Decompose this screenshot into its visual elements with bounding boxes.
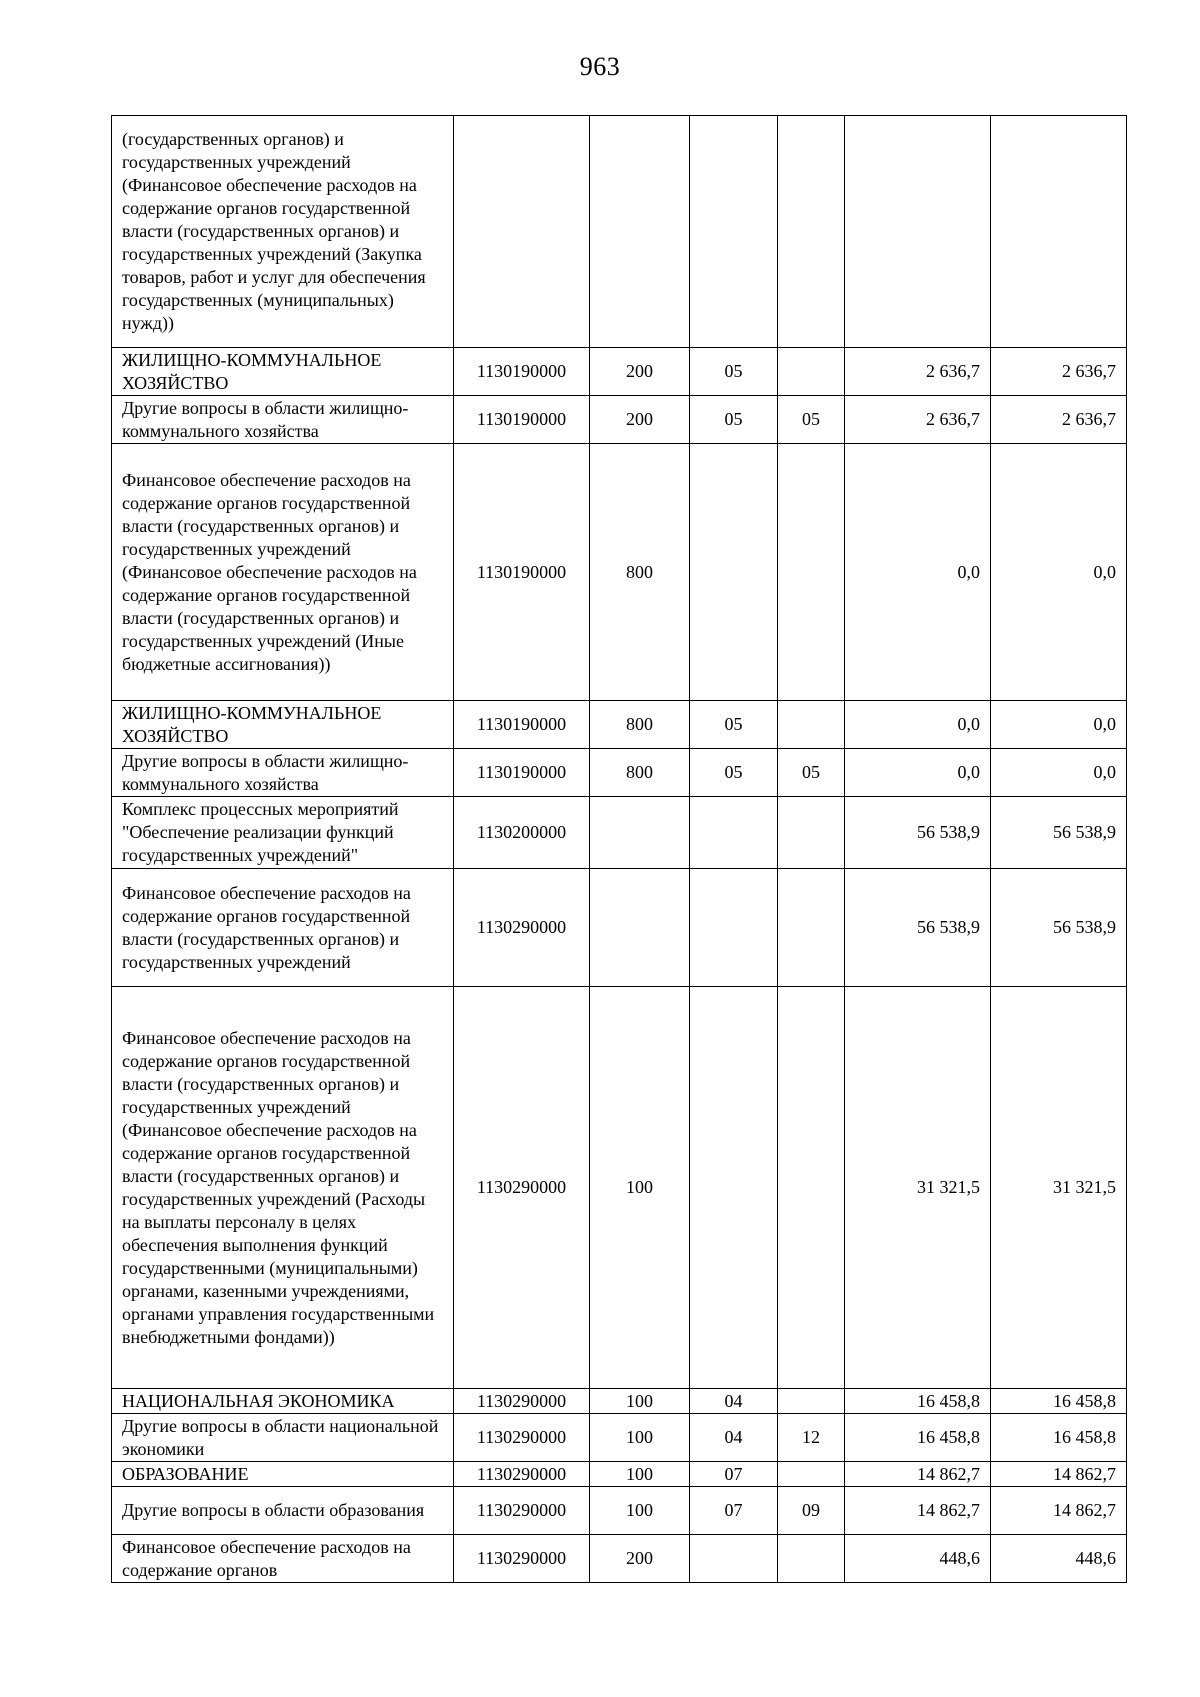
row-name: Финансовое обеспечение расходов на содержание органов (112, 1535, 454, 1583)
row-rz: 04 (690, 1414, 778, 1462)
row-vr: 100 (590, 987, 690, 1389)
row-sum-1 (845, 116, 991, 348)
row-rz: 05 (690, 396, 778, 444)
row-pr: 09 (778, 1487, 845, 1535)
row-rz: 05 (690, 348, 778, 396)
row-name: Финансовое обеспечение расходов на содержание органов государственной власти (государственных органов) и государственных учреждений (Финансовое обеспечение расходов на содержание органов государственной власти (государственных органов) и государственных учреждений (Иные бюджетные ассигнования)) (112, 444, 454, 701)
row-vr (590, 116, 690, 348)
budget-table (111, 115, 1127, 1583)
row-pr (778, 116, 845, 348)
row-sum-2: 2 636,7 (991, 348, 1127, 396)
row-code: 1130290000 (454, 1487, 590, 1535)
row-name: Другие вопросы в области жилищно-коммунального хозяйства (112, 749, 454, 797)
row-sum-2: 448,6 (991, 1535, 1127, 1583)
row-sum-2: 56 538,9 (991, 869, 1127, 987)
row-sum-2: 0,0 (991, 701, 1127, 749)
row-pr: 05 (778, 749, 845, 797)
row-code: 1130290000 (454, 1535, 590, 1583)
row-name: Финансовое обеспечение расходов на содержание органов государственной власти (государственных органов) и государственных учреждений (Финансовое обеспечение расходов на содержание органов государственной власти (государственных органов) и государственных учреждений (Расходы на выплаты персоналу в целях обеспечения выполнения функций государственными (муниципальными) органами, казенными учреждениями, органами управления государственными внебюджетными фондами)) (112, 987, 454, 1389)
row-vr: 800 (590, 444, 690, 701)
row-sum-2: 56 538,9 (991, 797, 1127, 869)
row-rz (690, 444, 778, 701)
row-sum-1: 2 636,7 (845, 348, 991, 396)
page-number: 963 (579, 52, 621, 81)
table-row (112, 1389, 1127, 1414)
row-code: 1130190000 (454, 348, 590, 396)
table-row (112, 1462, 1127, 1487)
row-sum-1: 56 538,9 (845, 797, 991, 869)
row-code: 1130190000 (454, 701, 590, 749)
row-sum-2: 0,0 (991, 444, 1127, 701)
row-vr: 200 (590, 348, 690, 396)
row-pr (778, 1462, 845, 1487)
row-sum-2 (991, 116, 1127, 348)
row-pr (778, 701, 845, 749)
row-pr (778, 348, 845, 396)
row-vr: 800 (590, 749, 690, 797)
row-sum-1: 16 458,8 (845, 1414, 991, 1462)
row-sum-1: 14 862,7 (845, 1487, 991, 1535)
row-vr: 800 (590, 701, 690, 749)
row-code: 1130290000 (454, 987, 590, 1389)
table-row (112, 1414, 1127, 1462)
row-rz (690, 1535, 778, 1583)
row-rz (690, 869, 778, 987)
row-sum-1: 14 862,7 (845, 1462, 991, 1487)
row-rz (690, 797, 778, 869)
table-row (112, 701, 1127, 749)
row-code: 1130190000 (454, 749, 590, 797)
table-row (112, 749, 1127, 797)
row-pr (778, 444, 845, 701)
row-pr (778, 987, 845, 1389)
row-rz: 05 (690, 701, 778, 749)
row-pr (778, 1389, 845, 1414)
row-rz: 04 (690, 1389, 778, 1414)
row-pr: 05 (778, 396, 845, 444)
row-code: 1130290000 (454, 1389, 590, 1414)
table-row (112, 869, 1127, 987)
row-vr: 100 (590, 1389, 690, 1414)
row-sum-1: 56 538,9 (845, 869, 991, 987)
row-name: Комплекс процессных мероприятий "Обеспечение реализации функций государственных учреждений" (112, 797, 454, 869)
row-sum-1: 0,0 (845, 701, 991, 749)
row-name: Другие вопросы в области национальной экономики (112, 1414, 454, 1462)
row-sum-1: 2 636,7 (845, 396, 991, 444)
row-vr (590, 869, 690, 987)
row-name: Другие вопросы в области жилищно-коммунального хозяйства (112, 396, 454, 444)
row-sum-2: 16 458,8 (991, 1414, 1127, 1462)
table-row (112, 1535, 1127, 1583)
row-vr: 200 (590, 396, 690, 444)
row-name: Другие вопросы в области образования (112, 1487, 454, 1535)
row-pr (778, 869, 845, 987)
row-rz (690, 987, 778, 1389)
row-sum-2: 0,0 (991, 749, 1127, 797)
row-code: 1130190000 (454, 396, 590, 444)
table-row (112, 348, 1127, 396)
row-vr: 100 (590, 1414, 690, 1462)
row-sum-1: 0,0 (845, 749, 991, 797)
table-row (112, 987, 1127, 1389)
row-code (454, 116, 590, 348)
row-code: 1130290000 (454, 1462, 590, 1487)
table-row (112, 797, 1127, 869)
row-sum-1: 448,6 (845, 1535, 991, 1583)
row-pr (778, 1535, 845, 1583)
row-name: НАЦИОНАЛЬНАЯ ЭКОНОМИКА (112, 1389, 454, 1414)
row-code: 1130190000 (454, 444, 590, 701)
row-sum-2: 14 862,7 (991, 1462, 1127, 1487)
row-rz: 05 (690, 749, 778, 797)
row-code: 1130290000 (454, 1414, 590, 1462)
row-vr: 100 (590, 1487, 690, 1535)
row-pr (778, 797, 845, 869)
row-name: ЖИЛИЩНО-КОММУНАЛЬНОЕ ХОЗЯЙСТВО (112, 701, 454, 749)
row-vr: 100 (590, 1462, 690, 1487)
row-sum-1: 16 458,8 (845, 1389, 991, 1414)
row-rz: 07 (690, 1487, 778, 1535)
row-name: ОБРАЗОВАНИЕ (112, 1462, 454, 1487)
row-code: 1130290000 (454, 869, 590, 987)
row-vr (590, 797, 690, 869)
row-name: (государственных органов) и государственных учреждений (Финансовое обеспечение расходов на содержание органов государственной власти (государственных органов) и государственных учреждений (Закупка товаров, работ и услуг для обеспечения государственных (муниципальных) нужд)) (112, 116, 454, 348)
row-sum-1: 31 321,5 (845, 987, 991, 1389)
row-rz: 07 (690, 1462, 778, 1487)
row-name: ЖИЛИЩНО-КОММУНАЛЬНОЕ ХОЗЯЙСТВО (112, 348, 454, 396)
table-row (112, 1487, 1127, 1535)
row-rz (690, 116, 778, 348)
row-vr: 200 (590, 1535, 690, 1583)
table-row (112, 116, 1127, 348)
row-sum-2: 2 636,7 (991, 396, 1127, 444)
table-row (112, 444, 1127, 701)
row-name: Финансовое обеспечение расходов на содержание органов государственной власти (государственных органов) и государственных учреждений (112, 869, 454, 987)
row-sum-2: 31 321,5 (991, 987, 1127, 1389)
row-code: 1130200000 (454, 797, 590, 869)
row-sum-2: 14 862,7 (991, 1487, 1127, 1535)
row-sum-1: 0,0 (845, 444, 991, 701)
row-pr: 12 (778, 1414, 845, 1462)
row-sum-2: 16 458,8 (991, 1389, 1127, 1414)
table-row (112, 396, 1127, 444)
